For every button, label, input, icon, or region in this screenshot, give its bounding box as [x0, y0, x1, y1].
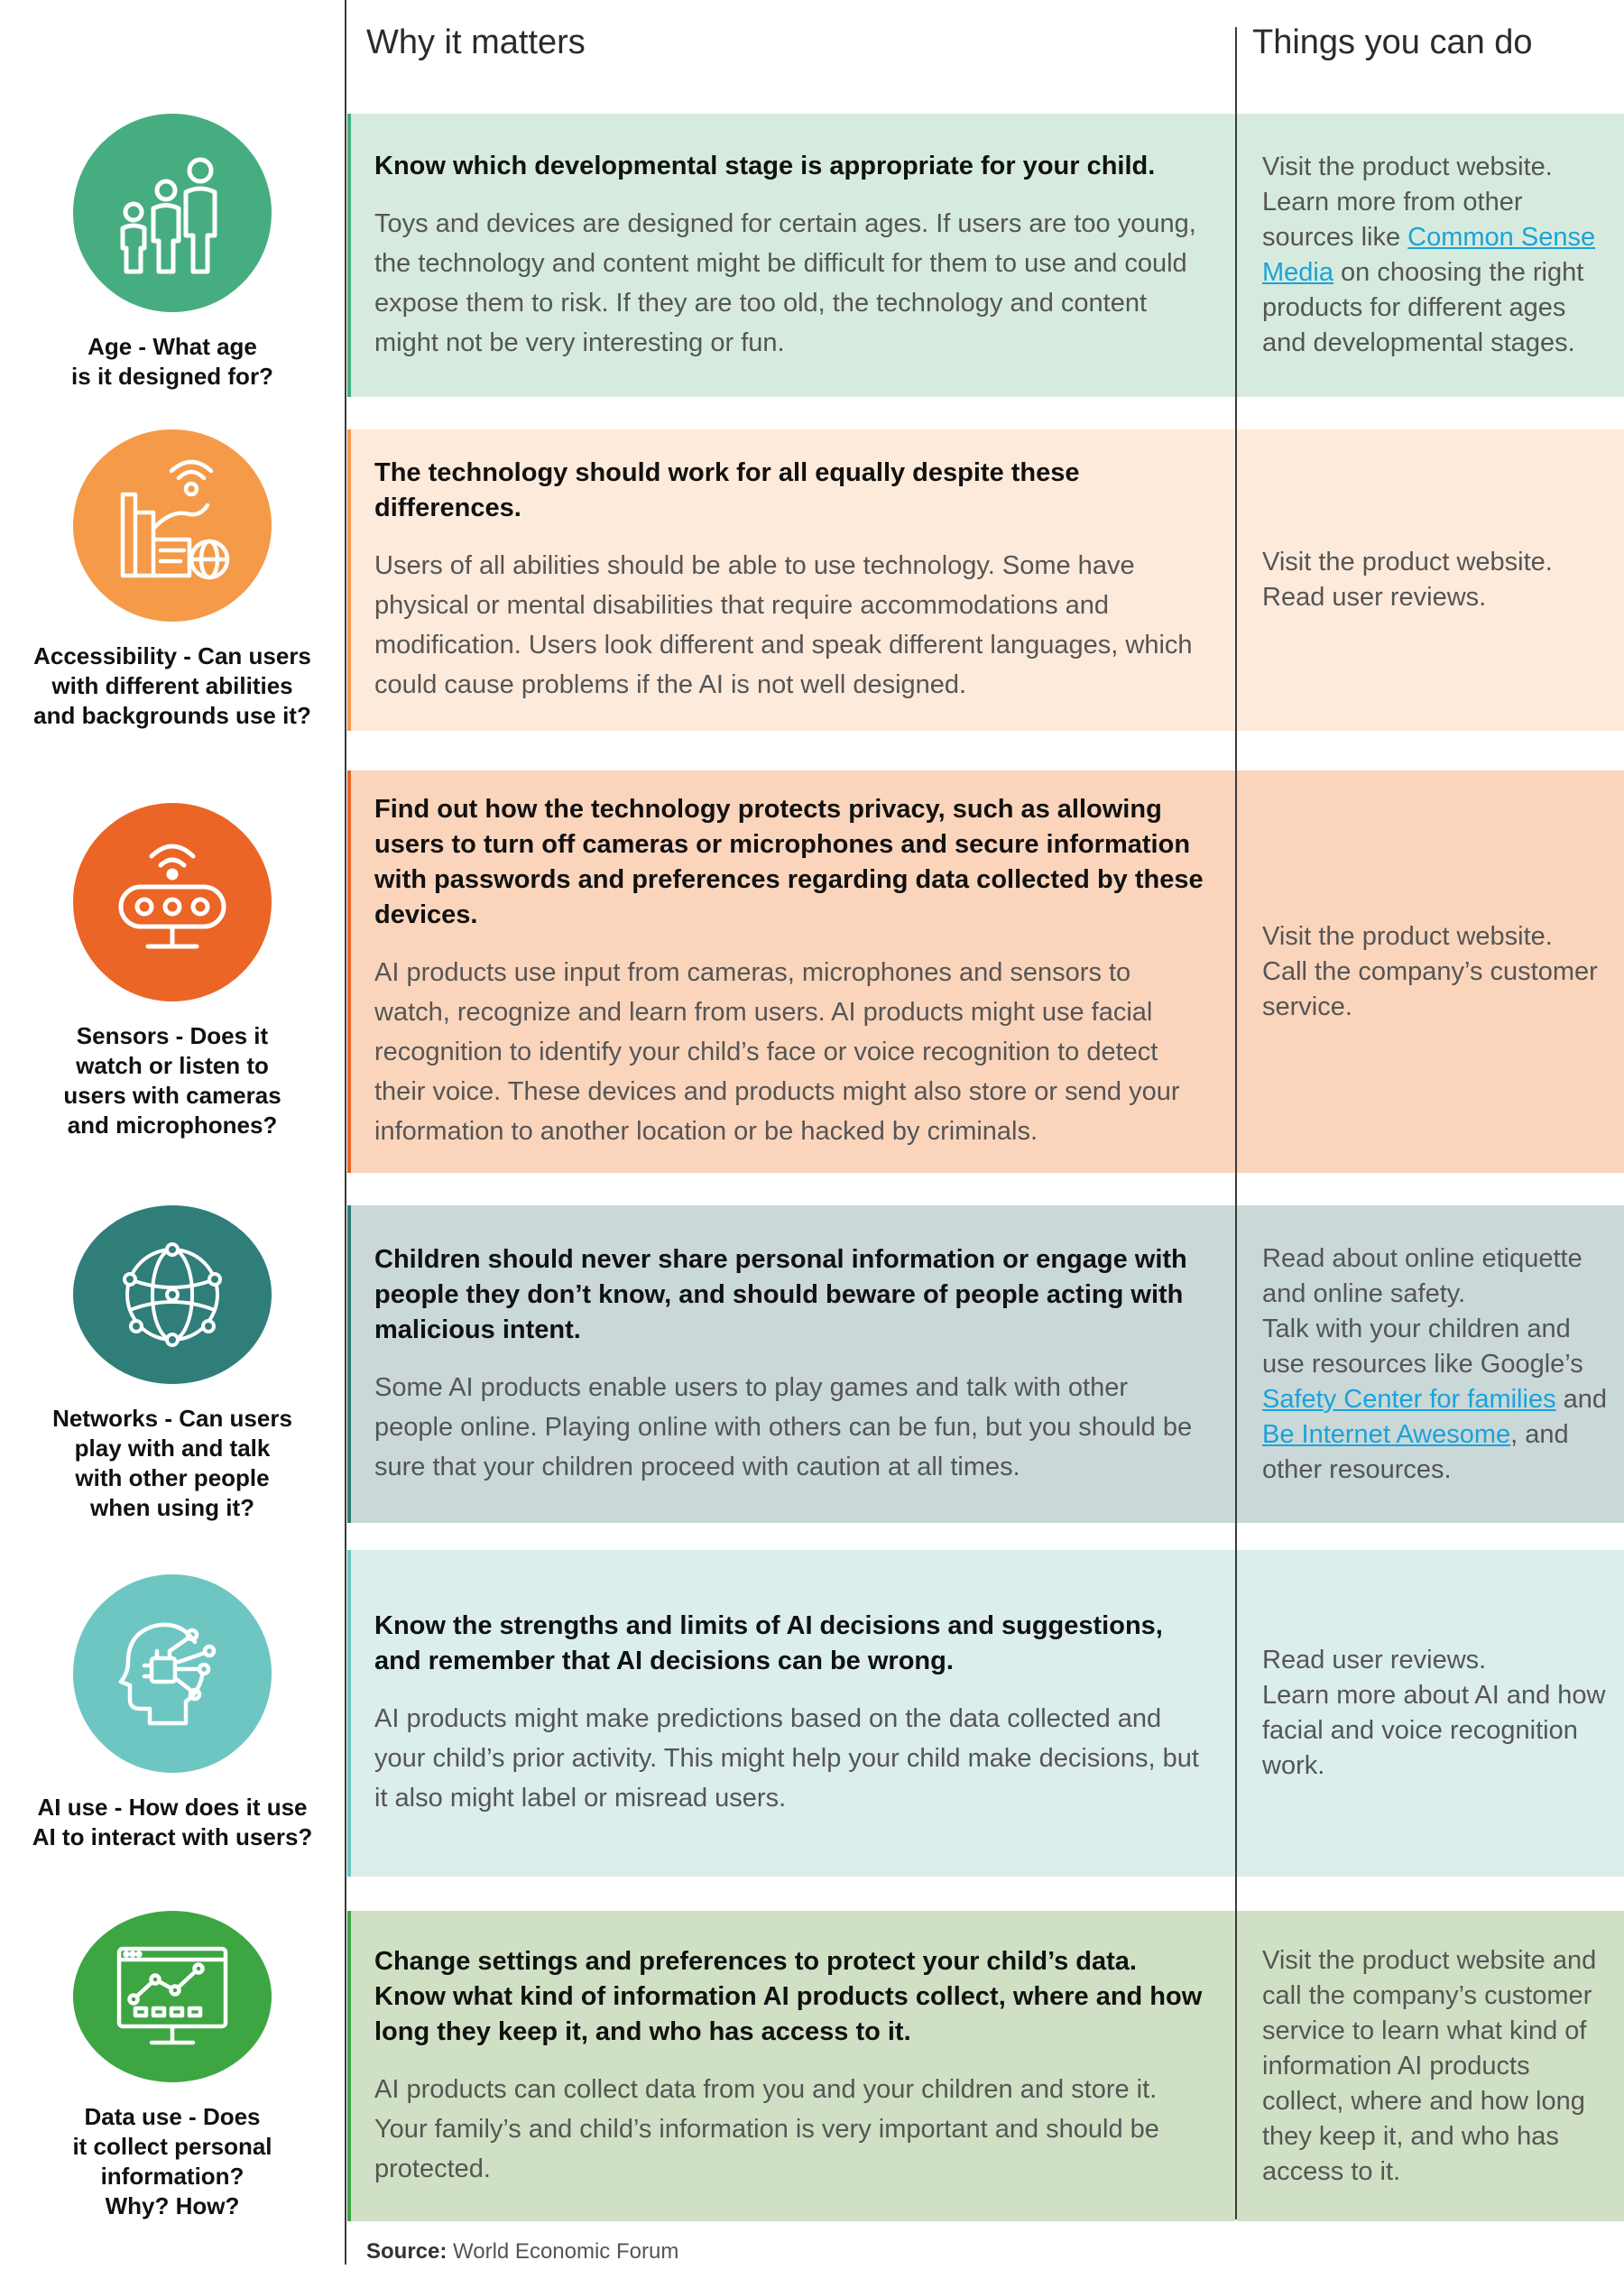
sensors-circle	[73, 803, 272, 1001]
do-cell	[1237, 770, 1624, 1173]
ai-head-icon	[105, 1606, 240, 1741]
row-label	[0, 1550, 345, 1877]
age-circle	[73, 114, 272, 312]
why-cell	[347, 114, 1235, 397]
why-cell	[347, 770, 1235, 1173]
row-accessibility	[0, 429, 1624, 731]
source-note: Source: World Economic Forum	[366, 2239, 679, 2264]
do-cell	[1237, 1550, 1624, 1877]
row-label	[0, 1205, 345, 1523]
advice: Visit the product website. Read user reviews.	[1262, 548, 1553, 612]
row-title: Sensors - Does it watch or listen to users with cameras and microphones?	[63, 1022, 281, 1139]
do-cell	[1237, 1911, 1624, 2221]
be-internet-awesome-link[interactable]: Be Internet Awesome	[1262, 1419, 1511, 1449]
key-point: The technology should work for all equally despite these differences.	[374, 458, 1080, 522]
row-ai-use	[0, 1550, 1624, 1877]
key-point: Know the strengths and limits of AI decisions and suggestions, and remember that AI decisions can be wrong.	[374, 1611, 1163, 1675]
do-cell	[1237, 429, 1624, 731]
accessibility-icon	[105, 458, 240, 594]
advice: Visit the product website and call the company’s customer service to learn what kind of information AI products collect, where and how long they keep it, and who has access to it.	[1262, 1945, 1597, 2186]
row-title: Accessibility - Can users with different abilities and backgrounds use it?	[33, 642, 311, 729]
explanation: AI products can collect data from you and your children and store it. Your family’s and child’s information is very important and should be protected.	[374, 2074, 1159, 2183]
row-label	[0, 770, 345, 1173]
row-age	[0, 114, 1624, 397]
sensor-device-icon	[105, 835, 240, 970]
network-globe-icon	[105, 1227, 240, 1362]
data-monitor-icon	[105, 1929, 240, 2064]
row-title: Age - What age is it designed for?	[71, 333, 273, 390]
explanation: Some AI products enable users to play games and talk with other people online. Playing online with others can be fun, but you should be sure that your children proceed with caution at all times.	[374, 1372, 1193, 1481]
advice: Visit the product website. Learn more from other sources like Common Sense Media on choosing the right products for different ages and developmental stages.	[1262, 152, 1596, 357]
key-point: Children should never share personal information or engage with people they don’t know, and should beware of people acting with malicious intent.	[374, 1244, 1187, 1344]
row-title: AI use - How does it use AI to interact with users?	[32, 1794, 313, 1850]
key-point: Know which developmental stage is appropriate for your child.	[374, 151, 1156, 180]
why-cell	[347, 1550, 1235, 1877]
do-cell	[1237, 1205, 1624, 1523]
why-cell	[347, 429, 1235, 731]
row-networks	[0, 1205, 1624, 1523]
row-title: Networks - Can users play with and talk with other people when using it?	[52, 1405, 292, 1521]
do-cell	[1237, 114, 1624, 397]
family-icon	[105, 145, 240, 281]
things-you-can-do-heading: Things you can do	[1252, 23, 1533, 61]
row-data-use	[0, 1911, 1624, 2221]
explanation: Users of all abilities should be able to use technology. Some have physical or mental disabilities that require accommodations and modification. Users look different and speak different languages, which could cause problems if the AI is not well designed.	[374, 551, 1193, 699]
row-label	[0, 1911, 345, 2221]
explanation: Toys and devices are designed for certain ages. If users are too young, the technology and content might be difficult for them to use and could expose them to risk. If they are too old, the technology and content might not be very interesting or fun.	[374, 208, 1196, 357]
advice: Read about online etiquette and online safety. Talk with your children and use resources like Google’s Safety Center for families and Be Internet Awesome, and other resources.	[1262, 1243, 1608, 1484]
why-cell	[347, 1911, 1235, 2221]
explanation: AI products might make predictions based on the data collected and your child’s prior activity. This might help your child make decisions, but it also might label or misread users.	[374, 1704, 1199, 1813]
common-sense-media-link[interactable]: Common Sense Media	[1262, 223, 1596, 287]
networks-circle	[73, 1205, 272, 1384]
row-sensors	[0, 770, 1624, 1173]
accessibility-circle	[73, 429, 272, 622]
key-point: Change settings and preferences to protect your child’s data. Know what kind of information AI products collect, where and how long they keep it, and who has access to it.	[374, 1946, 1203, 2046]
explanation: AI products use input from cameras, microphones and sensors to watch, recognize and learn from users. AI products might use facial recognition to identify your child’s face or voice recognition to detect their voice. These devices and products might also store or send your information to another location or be hacked by criminals.	[374, 958, 1180, 1146]
advice: Visit the product website. Call the company’s customer service.	[1262, 921, 1598, 1021]
key-point: Find out how the technology protects privacy, such as allowing users to turn off cameras or microphones and secure information with passwords and preferences regarding data collected by these devices.	[374, 795, 1204, 929]
row-title: Data use - Does it collect personal information? Why? How?	[72, 2103, 272, 2219]
safety-center-link[interactable]: Safety Center for families	[1262, 1384, 1556, 1414]
why-cell	[347, 1205, 1235, 1523]
data-use-circle	[73, 1911, 272, 2082]
why-it-matters-heading: Why it matters	[366, 23, 586, 61]
ai-use-circle	[73, 1574, 272, 1773]
row-label	[0, 114, 345, 397]
row-label	[0, 429, 345, 731]
advice: Read user reviews. Learn more about AI and how facial and voice recognition work.	[1262, 1646, 1606, 1780]
